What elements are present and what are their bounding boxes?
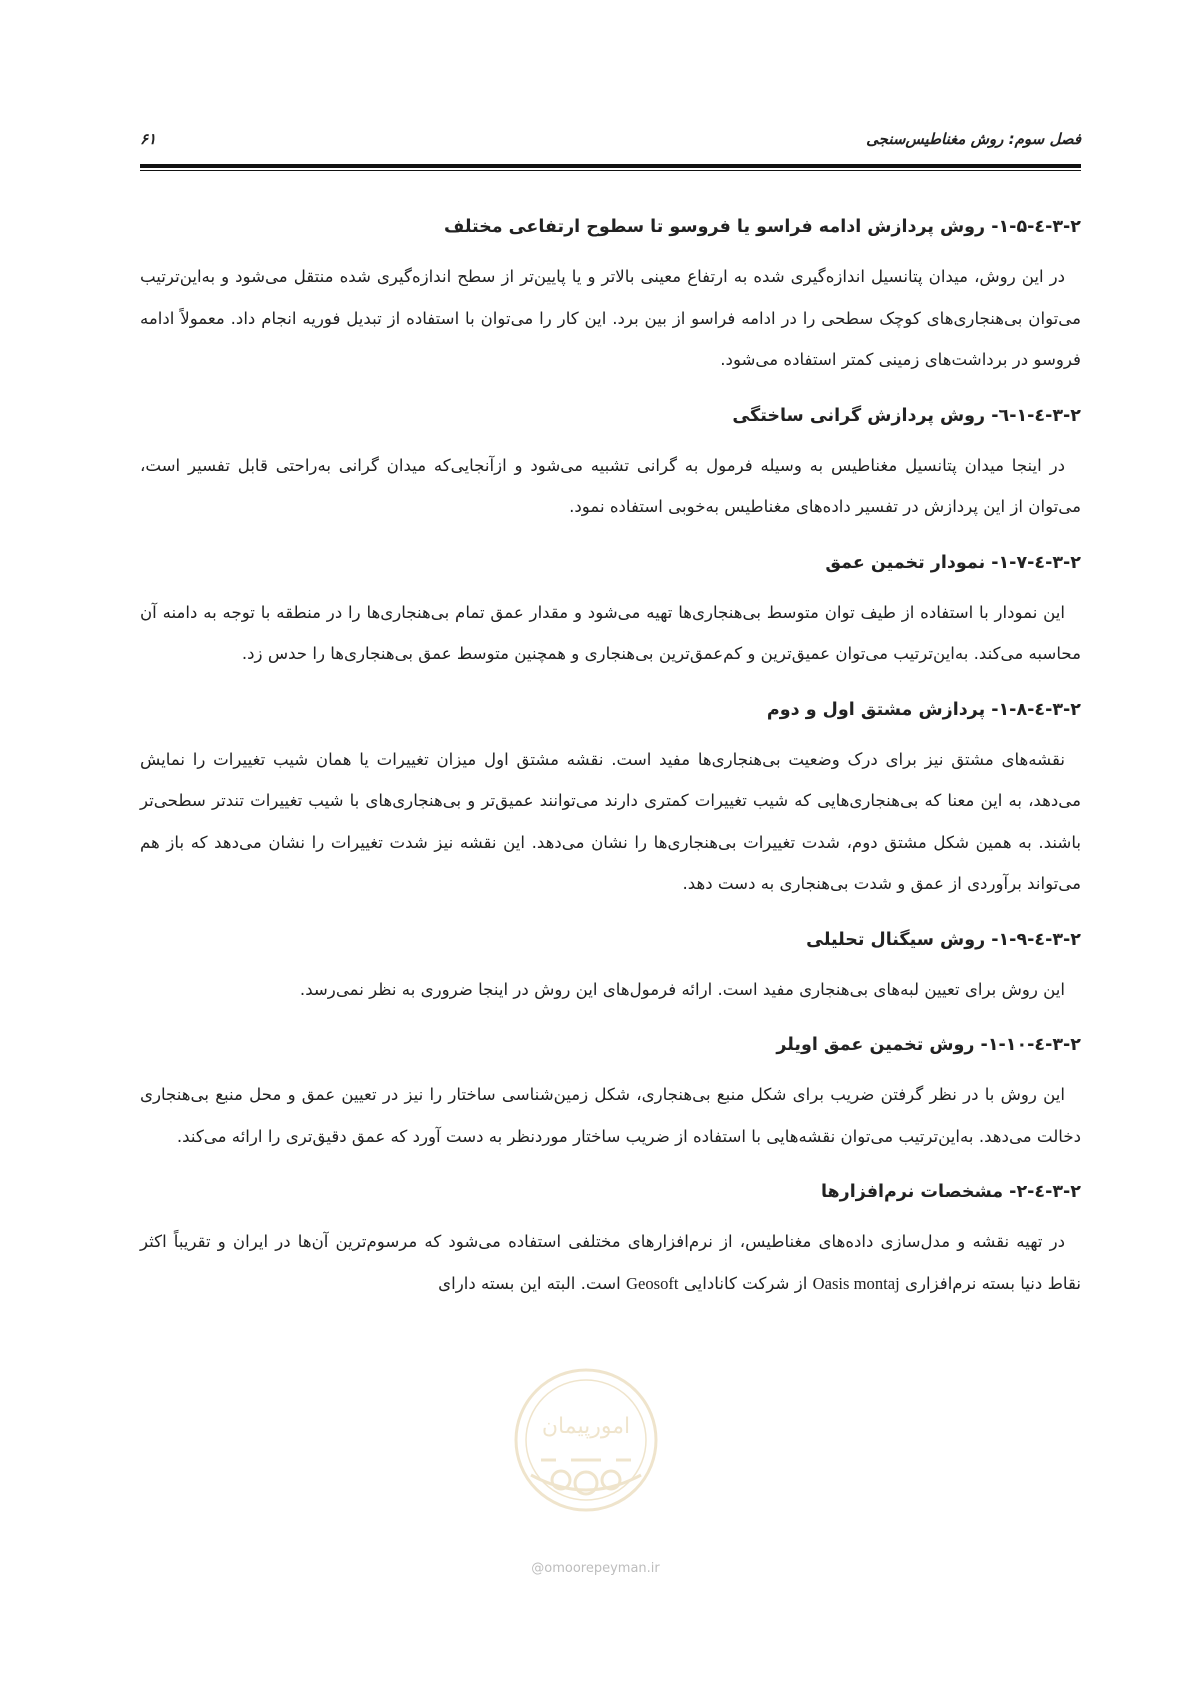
section-heading: ۳-۲-٤-۱-٦- روش پردازش گرانی ساختگی xyxy=(732,405,1081,426)
watermark-url: @omoorepeyman.ir xyxy=(531,1561,660,1576)
section-heading: ۳-۲-٤-۱-۱۰- روش تخمین عمق اویلر xyxy=(776,1035,1081,1055)
section-pseudo-gravity xyxy=(140,401,1081,528)
section-heading: ۳-۲-٤-۲- مشخصات نرم‌افزارها xyxy=(820,1182,1081,1202)
section-depth-estimation-chart xyxy=(140,548,1081,675)
running-header xyxy=(140,126,1081,152)
section-paragraph: نقشه‌های مشتق نیز برای درک وضعیت بی‌هنجاری‌ها مفید است. نقشه مشتق اول میزان تغییرات یا همان شیب تغییرات را نمایش می‌دهد، به این معنا که بی‌هنجاری‌هایی که شیب تغییرات کمتری دارند می‌توانند عمیق‌تر و بی‌هنجاری‌های با شیب تغییرات تندتر سطحی‌تر باشند. به همین شکل مشتق دوم، شدت تغییرات بی‌هنجاری‌ها را نشان می‌دهد. این نقشه نیز شدت تغییرات را نشان می‌دهد که باز هم می‌تواند برآوردی از عمق و شدت بی‌هنجاری به دست دهد. xyxy=(140,749,1081,893)
document-page xyxy=(140,0,1081,1684)
section-analytic-signal xyxy=(140,925,1081,1011)
paragraph-text: از شرکت کانادایی xyxy=(678,1273,813,1293)
chapter-title: فصل سوم: روش مغناطیس‌سنجی xyxy=(866,130,1081,148)
section-heading: ۳-۲-٤-۱-۹- روش سیگنال تحلیلی xyxy=(806,929,1081,950)
page-number: ۶۱ xyxy=(140,130,157,148)
section-first-second-derivative xyxy=(140,695,1081,905)
paragraph-text: در تهیه نقشه و مدل‌سازی داده‌های مغناطیس، از نرم‌افزارهای مختلفی استفاده می‌شود که مرسوم‌ترین آن‌ها در ایران و تقریباً اکثر نقاط دنیا بسته نرم‌افزاری xyxy=(140,1232,1081,1293)
section-paragraph xyxy=(140,1221,1081,1304)
section-paragraph: در اینجا میدان پتانسیل مغناطیس به وسیله فرمول به گرانی تشبیه می‌شود و ازآنجایی‌که میدان گرانی به‌راحتی قابل تفسیر است، می‌توان از این پردازش در تفسیر داده‌های مغناطیس به‌خوبی استفاده نمود. xyxy=(140,455,1081,516)
header-rule-thin xyxy=(140,170,1081,171)
section-paragraph: این نمودار با استفاده از طیف توان متوسط بی‌هنجاری‌ها تهیه می‌شود و مقدار عمق تمام بی‌هنجاری‌ها را در منطقه با توجه به دامنه آن محاسبه می‌کند. به‌این‌ترتیب می‌توان عمیق‌ترین و کم‌عمق‌ترین بی‌هنجاری و همچنین متوسط عمق بی‌هنجاری‌ها را حدس زد. xyxy=(140,602,1081,663)
section-upward-downward-continuation xyxy=(140,212,1081,381)
section-heading: ۳-۲-٤-۱-۷- نمودار تخمین عمق xyxy=(825,552,1081,573)
section-euler-depth xyxy=(140,1030,1081,1157)
section-heading: ۳-۲-٤-۱-۸- پردازش مشتق اول و دوم xyxy=(766,699,1081,720)
page-content xyxy=(140,212,1081,1324)
paragraph-text: است. البته این بسته دارای xyxy=(438,1273,626,1293)
watermark-logo-text: امورپیمان xyxy=(541,1414,631,1439)
company-name: Geosoft xyxy=(626,1273,679,1293)
section-paragraph: این روش با در نظر گرفتن ضریب برای شکل منبع بی‌هنجاری، شکل زمین‌شناسی ساختار را نیز در تعیین عمق و محل منبع بی‌هنجاری دخالت می‌دهد. به‌این‌ترتیب می‌توان نقشه‌هایی با استفاده از ضریب ساختار موردنظر به دست آورد که عمق دقیق‌تری را ارائه می‌کند. xyxy=(140,1085,1081,1146)
header-rule-thick xyxy=(140,164,1081,168)
section-paragraph: در این روش، میدان پتانسیل اندازه‌گیری شده به ارتفاع معینی بالاتر و یا پایین‌تر از سطح اندازه‌گیری شده منتقل می‌شود و به‌این‌ترتیب می‌توان بی‌هنجاری‌های کوچک سطحی را در ادامه فراسو از بین برد. این کار را می‌توان با استفاده از تبدیل فوریه انجام داد. معمولاً ادامه فروسو در برداشت‌های زمینی کمتر استفاده می‌شود. xyxy=(140,267,1081,369)
software-name: Oasis montaj xyxy=(812,1273,900,1293)
section-software-specs xyxy=(140,1177,1081,1304)
section-paragraph: این روش برای تعیین لبه‌های بی‌هنجاری مفید است. ارائه فرمول‌های این روش در اینجا ضروری به نظر نمی‌رسد. xyxy=(299,979,1065,999)
section-heading: ۳-۲-٤-۱-۵- روش پردازش ادامه فراسو یا فروسو تا سطوح ارتفاعی مختلف xyxy=(444,217,1081,237)
